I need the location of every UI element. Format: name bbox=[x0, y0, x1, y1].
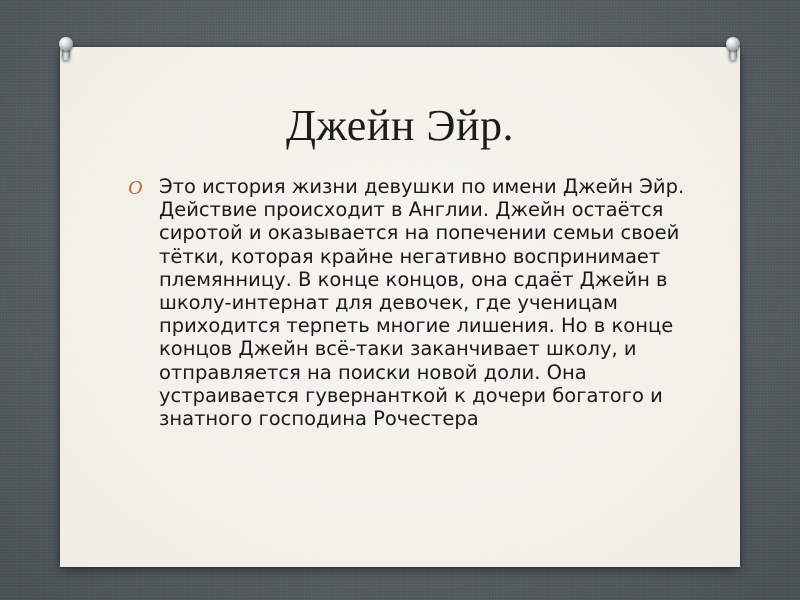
bullet-marker-icon: O bbox=[128, 177, 143, 199]
pushpin-icon bbox=[726, 37, 740, 63]
slide-title: Джейн Эйр. bbox=[285, 101, 515, 150]
bullet-text: Это история жизни девушки по имени Джейн Эйр. Действие происходит в Англии. Джейн остаётся сиротой и оказывается на попечении семьи своей тётки, которая крайне негативно воспринимает племянницу. В конце концов, она сдаёт Джейн в школу-интернат для девочек, где ученицам приходится терпеть многие лишения. Но в конце концов Джейн всё-таки заканчивает школу, и отправляется на поиски новой доли. Она устраивается гувернанткой к дочери богатого и знатного господина Рочестера bbox=[159, 175, 685, 431]
pushpin-icon bbox=[59, 37, 73, 63]
